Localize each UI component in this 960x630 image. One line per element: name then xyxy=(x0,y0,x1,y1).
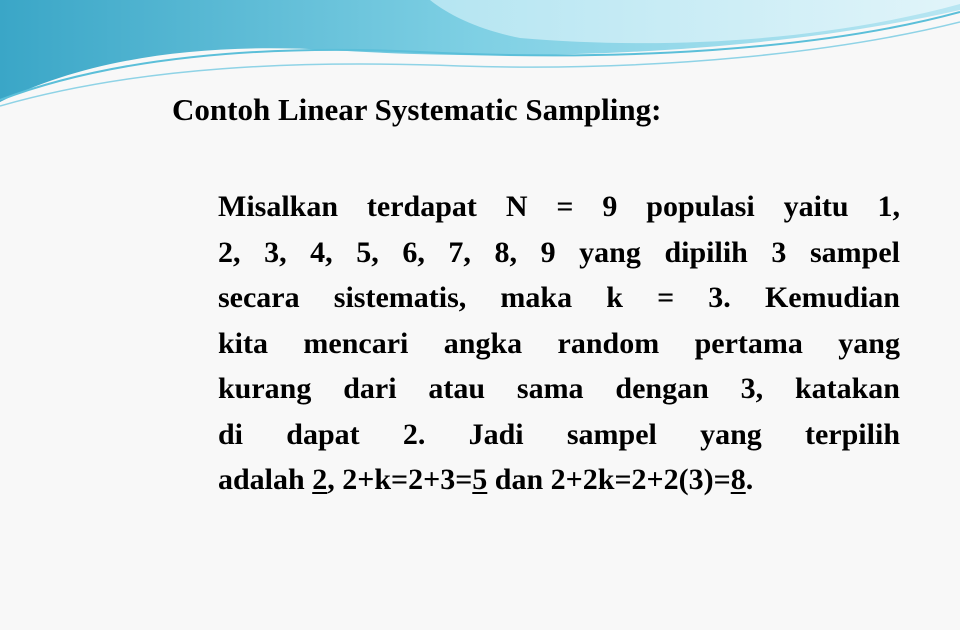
paragraph-line: di dapat 2. Jadi sampel yang terpilih xyxy=(218,417,900,451)
third-sample-value: 8 xyxy=(730,463,746,496)
paragraph-line: 2, 3, 4, 5, 6, 7, 8, 9 yang dipilih 3 sampel xyxy=(218,235,900,269)
result-formula-3: dan 2+2k=2+2(3)= xyxy=(487,463,731,496)
result-prefix: adalah xyxy=(218,463,313,496)
slide-title: Contoh Linear Systematic Sampling: xyxy=(172,92,662,127)
example-paragraph xyxy=(218,184,900,503)
paragraph-line: kita mencari angka random pertama yang xyxy=(218,326,900,360)
second-sample-value: 5 xyxy=(472,463,488,496)
result-formula-2: , 2+k=2+3= xyxy=(327,463,473,496)
paragraph-line-result xyxy=(218,457,900,503)
first-sample-value: 2 xyxy=(312,463,328,496)
result-suffix: . xyxy=(745,463,754,496)
paragraph-line: kurang dari atau sama dengan 3, katakan xyxy=(218,372,900,405)
paragraph-line: Misalkan terdapat N = 9 populasi yaitu 1, xyxy=(218,190,900,223)
paragraph-line: secara sistematis, maka k = 3. Kemudian xyxy=(218,281,900,314)
